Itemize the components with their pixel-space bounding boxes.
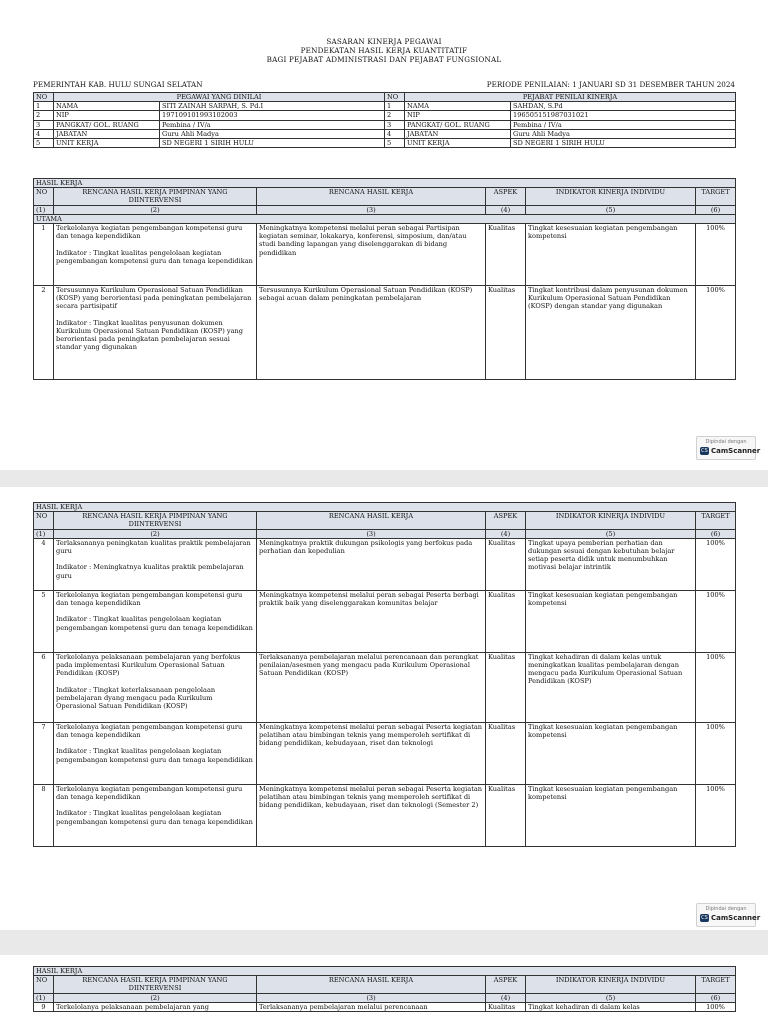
cell-penilai-value: SAHDAN, S.Pd — [511, 102, 736, 111]
num-1: (1) — [34, 205, 54, 214]
table-row — [34, 784, 736, 846]
cell-no: 2 — [34, 111, 54, 120]
num-3: (3) — [257, 993, 486, 1002]
cell-label: PANGKAT/ GOL. RUANG — [405, 120, 511, 129]
pegawai-dinilai-header: PEGAWAI YANG DINILAI — [54, 93, 385, 102]
row-target: 100% — [696, 1002, 736, 1011]
watermark-line-2: CamScanner — [711, 447, 761, 455]
col-rhk: RENCANA HASIL KERJA — [257, 976, 486, 993]
row-aspek: Kualitas — [486, 652, 526, 722]
document-page-2 — [0, 487, 768, 930]
cell-penilai-value: 196505151987031021 — [511, 111, 736, 120]
row-no: 5 — [34, 590, 54, 652]
num-5: (5) — [526, 529, 696, 538]
col-target: TARGET — [696, 188, 736, 205]
num-3: (3) — [257, 529, 486, 538]
row-rhk: Meningkatnya kompetensi melalui peran sebagai Partisipan kegiatan seminar, lokakarya, konferensi, simposium, dan/atau studi banding lapangan yang diselenggarakan di bidang pendidikan — [257, 224, 486, 286]
hasil-kerja-section: HASIL KERJA — [34, 967, 736, 976]
row-rhk: Meningkatnya praktik dukungan psikologis yang berfokus pada perhatian dan kepedulian — [257, 538, 486, 590]
num-6: (6) — [696, 993, 736, 1002]
col-no: NO — [34, 976, 54, 993]
row-rhk-pimpinan: Terkelolanya pelaksanaan pembelajaran yang berfokus pada implementasi Kurikulum Operasional Satuan Pendidikan (KOSP) Indikator : Tingkat keterlaksanaan pengelolaan pembelajaran dyang mengacu pada Kurikulum Operasional Satuan Pendidikan (KOSP) — [54, 652, 257, 722]
col-rhk: RENCANA HASIL KERJA — [257, 188, 486, 205]
cell-penilai-value: Pembina / IV/a — [511, 120, 736, 129]
row-target: 100% — [696, 224, 736, 286]
id-no-header-right: NO — [385, 93, 405, 102]
col-no: NO — [34, 512, 54, 529]
row-rhk: Meningkatnya kompetensi melalui peran sebagai Peserta kegiatan pelatihan atau bimbingan teknis yang memperoleh sertifikat di bidang pendidikan, kebudayaan, riset dan teknologi (Semester 2) — [257, 784, 486, 846]
row-no: 4 — [34, 538, 54, 590]
row-no: 2 — [34, 286, 54, 380]
row-indikator: Tingkat kesesuaian kegiatan pengembangan kompetensi — [526, 722, 696, 784]
id-no-header: NO — [34, 93, 54, 102]
title-line-2: PENDEKATAN HASIL KERJA KUANTITATIF — [300, 46, 468, 55]
col-indikator: INDIKATOR KINERJA INDIVIDU — [526, 512, 696, 529]
num-4: (4) — [486, 205, 526, 214]
row-no: 1 — [34, 224, 54, 286]
table-row — [34, 538, 736, 590]
col-indikator: INDIKATOR KINERJA INDIVIDU — [526, 976, 696, 993]
num-2: (2) — [54, 205, 257, 214]
table-row — [34, 722, 736, 784]
row-indikator: Tingkat kesesuaian kegiatan pengembangan kompetensi — [526, 784, 696, 846]
col-rhk-pimpinan: RENCANA HASIL KERJA PIMPINAN YANG DIINTERVENSI — [54, 188, 257, 205]
num-3: (3) — [257, 205, 486, 214]
periode-label: PERIODE PENILAIAN: 1 JANUARI SD 31 DESEMBER TAHUN 2024 — [486, 80, 735, 89]
cell-pegawai-value: Guru Ahli Madya — [160, 129, 385, 138]
num-1: (1) — [34, 993, 54, 1002]
watermark-line-2: CamScanner — [711, 914, 761, 922]
cell-no: 3 — [385, 120, 405, 129]
table-row — [34, 590, 736, 652]
row-indikator: Tingkat kontribusi dalam penyusunan dokumen Kurikulum Operasional Satuan Pendidikan (KOSP) dengan standar yang digunakan — [526, 286, 696, 380]
identity-row — [34, 129, 736, 138]
row-rhk-pimpinan: Terkelolanya kegiatan pengembangan kompetensi guru dan tenaga kependidikan Indikator : Tingkat kualitas pengelolaan kegiatan pengembangan kompetensi guru dan tenaga kependidikan — [54, 224, 257, 286]
num-4: (4) — [486, 993, 526, 1002]
table-row — [34, 1002, 736, 1011]
row-rhk-pimpinan: Terkelolanya kegiatan pengembangan kompetensi guru dan tenaga kependidikan Indikator : Tingkat kualitas pengelolaan kegiatan pengembangan kompetensi guru dan tenaga kependidikan — [54, 784, 257, 846]
row-rhk: Tersusunnya Kurikulum Operasional Satuan Pendidikan (KOSP) sebagai acuan dalam peningkatan pembelajaran — [257, 286, 486, 380]
num-2: (2) — [54, 529, 257, 538]
col-target: TARGET — [696, 976, 736, 993]
row-target: 100% — [696, 784, 736, 846]
title-line-3: BAGI PEJABAT ADMINISTRASI DAN PEJABAT FUNGSIONAL — [266, 55, 502, 64]
num-1: (1) — [34, 529, 54, 538]
cell-no: 3 — [34, 120, 54, 129]
cell-no: 2 — [385, 111, 405, 120]
row-target: 100% — [696, 538, 736, 590]
col-rhk: RENCANA HASIL KERJA — [257, 512, 486, 529]
row-rhk: Meningkatnya kompetensi melalui peran sebagai Peserta kegiatan pelatihan atau bimbingan teknis yang memperoleh sertifikat di bidang pendidikan, kebudayaan, riset dan teknologi — [257, 722, 486, 784]
row-indikator: Tingkat kehadiran di dalam kelas untuk meningkatkan kualitas pembelajaran dengan mengacu pada Kurikulum Operasional Satuan Pendidikan (KOSP) — [526, 652, 696, 722]
row-rhk: Terlaksananya pembelajaran melalui perencanaan — [257, 1002, 486, 1011]
camscanner-logo-icon: CS — [701, 915, 708, 921]
row-no: 9 — [34, 1002, 54, 1011]
table-row — [34, 224, 736, 286]
row-aspek: Kualitas — [486, 224, 526, 286]
num-5: (5) — [526, 205, 696, 214]
pemerintah-label: PEMERINTAH KAB. HULU SUNGAI SELATAN — [33, 80, 203, 89]
watermark-line-1: Dipindai dengan — [705, 906, 747, 912]
cell-no: 4 — [385, 129, 405, 138]
cell-label: NAMA — [54, 102, 160, 111]
cell-label: PANGKAT/ GOL. RUANG — [54, 120, 160, 129]
row-rhk: Terlaksananya pembelajaran melalui perencanaan dan perangkat penilaian/asesmen yang mengacu pada Kurikulum Operasional Satuan Pendidikan (KOSP) — [257, 652, 486, 722]
col-rhk-pimpinan: RENCANA HASIL KERJA PIMPINAN YANG DIINTERVENSI — [54, 976, 257, 993]
identity-table — [33, 92, 736, 148]
cell-label: JABATAN — [54, 129, 160, 138]
cell-pegawai-value: SD NEGERI 1 SIRIH HULU — [160, 139, 385, 148]
info-row — [33, 80, 735, 89]
cell-no: 5 — [385, 139, 405, 148]
cell-penilai-value: SD NEGERI 1 SIRIH HULU — [511, 139, 736, 148]
cell-label: NIP — [54, 111, 160, 120]
row-target: 100% — [696, 722, 736, 784]
col-no: NO — [34, 188, 54, 205]
cell-penilai-value: Guru Ahli Madya — [511, 129, 736, 138]
cell-label: NIP — [405, 111, 511, 120]
row-no: 6 — [34, 652, 54, 722]
document-page-1 — [0, 0, 768, 470]
num-4: (4) — [486, 529, 526, 538]
cell-no: 1 — [34, 102, 54, 111]
cell-no: 5 — [34, 139, 54, 148]
table-row — [34, 286, 736, 380]
num-5: (5) — [526, 993, 696, 1002]
hasil-kerja-table-3 — [33, 966, 736, 1012]
row-aspek: Kualitas — [486, 538, 526, 590]
col-aspek: ASPEK — [486, 976, 526, 993]
identity-row — [34, 102, 736, 111]
row-rhk-pimpinan: Terkelolanya pelaksanaan pembelajaran yang — [54, 1002, 257, 1011]
hasil-kerja-section: HASIL KERJA — [34, 179, 736, 188]
hasil-kerja-table-2 — [33, 502, 736, 847]
camscanner-logo-icon: CS — [701, 448, 708, 454]
num-2: (2) — [54, 993, 257, 1002]
cell-label: JABATAN — [405, 129, 511, 138]
row-no: 8 — [34, 784, 54, 846]
cell-label: UNIT KERJA — [405, 139, 511, 148]
watermark-line-1: Dipindai dengan — [705, 439, 747, 445]
row-aspek: Kualitas — [486, 286, 526, 380]
col-aspek: ASPEK — [486, 512, 526, 529]
cell-no: 1 — [385, 102, 405, 111]
col-target: TARGET — [696, 512, 736, 529]
identity-row — [34, 111, 736, 120]
cell-no: 4 — [34, 129, 54, 138]
cell-pegawai-value: SITI ZAINAH SARPAH, S. Pd.I — [160, 102, 385, 111]
row-target: 100% — [696, 652, 736, 722]
row-aspek: Kualitas — [486, 1002, 526, 1011]
row-rhk: Meningkatnya kompetensi melalui peran sebagai Peserta berbagi praktik baik yang diselenggarakan komunitas belajar — [257, 590, 486, 652]
row-aspek: Kualitas — [486, 590, 526, 652]
camscanner-watermark — [696, 903, 761, 927]
row-aspek: Kualitas — [486, 722, 526, 784]
cell-label: NAMA — [405, 102, 511, 111]
row-indikator: Tingkat kesesuaian kegiatan pengembangan kompetensi — [526, 224, 696, 286]
document-header — [0, 37, 768, 64]
row-indikator: Tingkat upaya pemberian perhatian dan dukungan sesuai dengan kebutuhan belajar setiap peserta didik untuk menumbuhkan motivasi belajar intrintik — [526, 538, 696, 590]
document-page-3 — [0, 955, 768, 1024]
camscanner-watermark — [696, 436, 761, 460]
hasil-kerja-section: HASIL KERJA — [34, 503, 736, 512]
cell-label: UNIT KERJA — [54, 139, 160, 148]
num-6: (6) — [696, 205, 736, 214]
cell-pegawai-value: 197109101993102003 — [160, 111, 385, 120]
cell-pegawai-value: Pembina / IV/a — [160, 120, 385, 129]
identity-row — [34, 120, 736, 129]
row-rhk-pimpinan: Terkelolanya kegiatan pengembangan kompetensi guru dan tenaga kependidikan Indikator : Tingkat kualitas pengelolaan kegiatan pengembangan kompetensi guru dan tenaga kependidikan — [54, 590, 257, 652]
num-6: (6) — [696, 529, 736, 538]
pejabat-penilai-header: PEJABAT PENILAI KINERJA — [405, 93, 736, 102]
row-indikator: Tingkat kehadiran di dalam kelas — [526, 1002, 696, 1011]
row-rhk-pimpinan: Terkelolanya kegiatan pengembangan kompetensi guru dan tenaga kependidikan Indikator : Tingkat kualitas pengelolaan kegiatan pengembangan kompetensi guru dan tenaga kependidikan — [54, 722, 257, 784]
row-target: 100% — [696, 286, 736, 380]
hasil-kerja-table-1 — [33, 178, 736, 380]
identity-row — [34, 139, 736, 148]
row-target: 100% — [696, 590, 736, 652]
col-rhk-pimpinan: RENCANA HASIL KERJA PIMPINAN YANG DIINTERVENSI — [54, 512, 257, 529]
table-row — [34, 652, 736, 722]
utama-section: UTAMA — [34, 214, 736, 223]
row-no: 7 — [34, 722, 54, 784]
col-aspek: ASPEK — [486, 188, 526, 205]
title-line-1: SASARAN KINERJA PEGAWAI — [326, 37, 442, 46]
row-rhk-pimpinan: Tersusunnya Kurikulum Operasional Satuan Pendidikan (KOSP) yang berorientasi pada peningkatan pembelajaran secara partisipatif Indikator : Tingkat kualitas penyusunan dokumen Kurikulum Operasional Satuan Pendidikan (KOSP) yang berorientasi pada peningkatan pembelajaran sesuai standar yang digunakan — [54, 286, 257, 380]
row-rhk-pimpinan: Terlaksananya peningkatan kualitas praktik pembelajaran guru Indikator : Meningkatnya kualitas praktik pembelajaran guru — [54, 538, 257, 590]
col-indikator: INDIKATOR KINERJA INDIVIDU — [526, 188, 696, 205]
row-indikator: Tingkat kesesuaian kegiatan pengembangan kompetensi — [526, 590, 696, 652]
row-aspek: Kualitas — [486, 784, 526, 846]
